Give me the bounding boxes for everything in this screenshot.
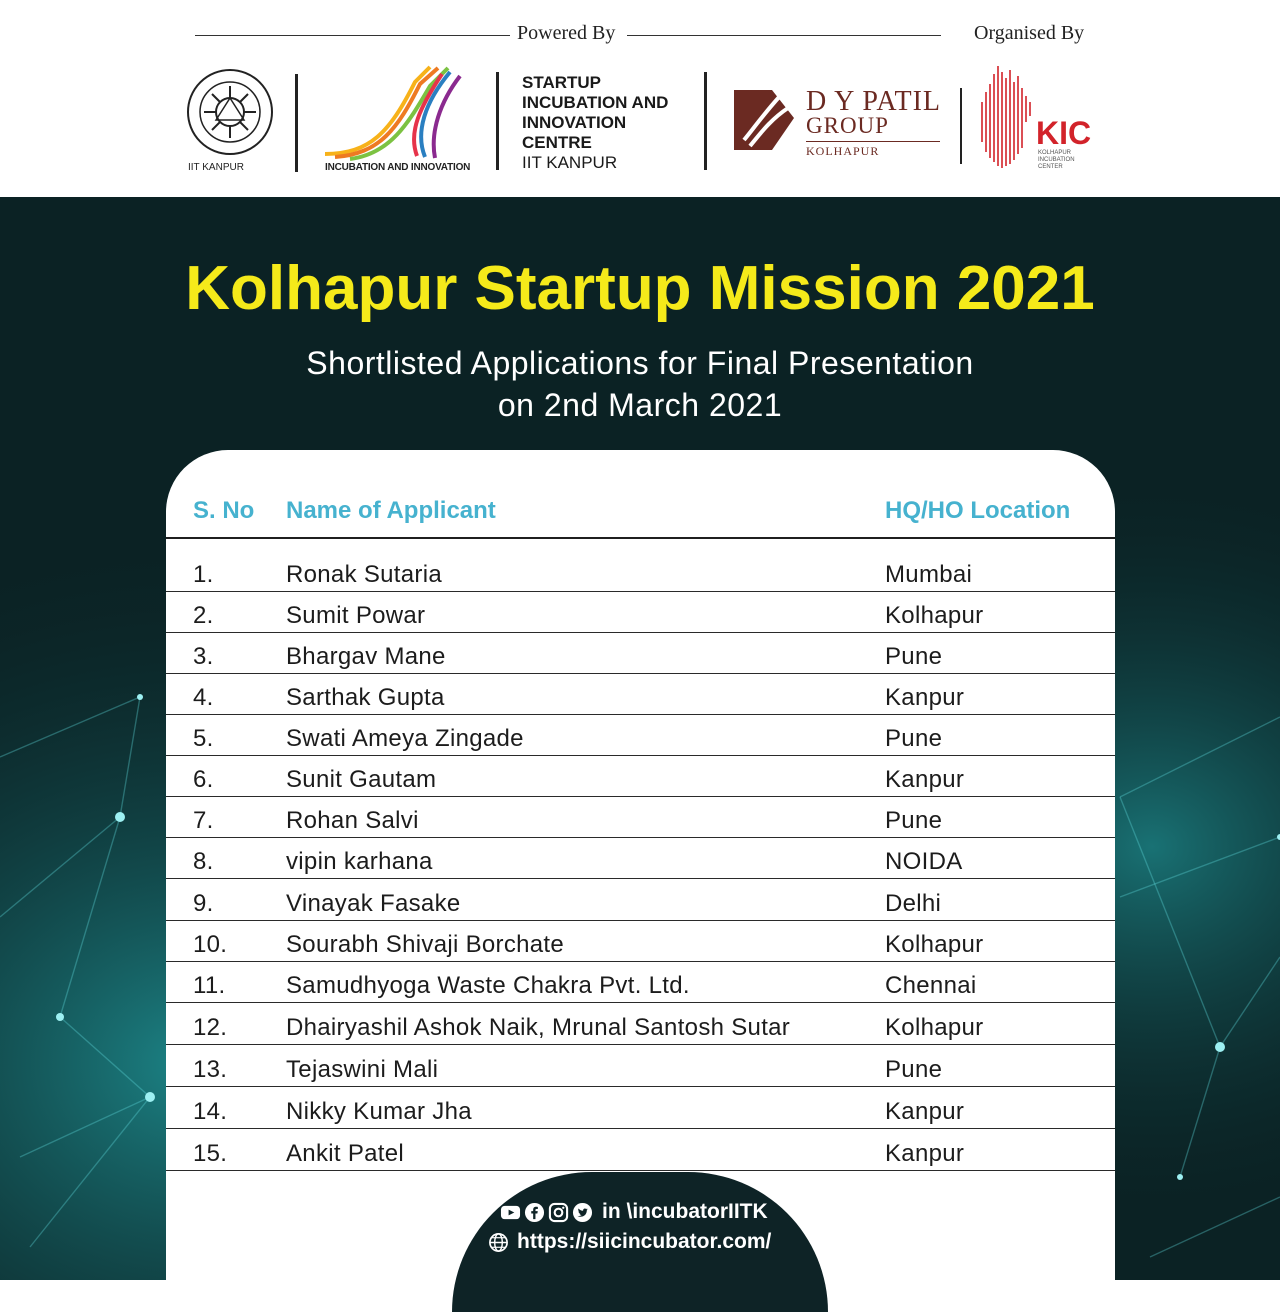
- applicant-name: Dhairyashil Ashok Naik, Mrunal Santosh Sutar: [286, 1014, 791, 1041]
- row-number: 15.: [193, 1140, 228, 1167]
- dy-patil-city: KOLHAPUR: [806, 144, 880, 158]
- row-number: 9.: [193, 890, 214, 917]
- applicant-name: Rohan Salvi: [286, 807, 419, 834]
- header-divider: [166, 537, 1115, 539]
- applicant-name: Nikky Kumar Jha: [286, 1098, 472, 1125]
- applicant-name: Swati Ameya Zingade: [286, 725, 524, 752]
- divider-line: [627, 35, 941, 36]
- applicant-location: Kolhapur: [885, 931, 984, 958]
- divider-bar: [704, 72, 707, 170]
- row-number: 1.: [193, 561, 214, 588]
- divider-bar: [960, 88, 962, 164]
- social-handle[interactable]: in \incubatorIITK: [602, 1200, 768, 1223]
- divider-bar: [295, 74, 298, 172]
- applicant-location: Pune: [885, 807, 943, 834]
- twitter-icon[interactable]: [572, 1202, 593, 1223]
- kic-label: KIC: [1036, 115, 1092, 151]
- row-number: 11.: [193, 972, 226, 999]
- dy-patil-rule: [806, 141, 940, 142]
- applicant-name: vipin karhana: [286, 848, 433, 875]
- iit-kanpur-label: IIT KANPUR: [188, 162, 244, 173]
- row-number: 7.: [193, 807, 214, 834]
- applicant-location: Pune: [885, 1056, 943, 1083]
- table-row: [166, 714, 1115, 756]
- divider-bar: [496, 72, 499, 170]
- website-link[interactable]: https://siicincubator.com/: [517, 1230, 772, 1253]
- applicant-location: Kanpur: [885, 1098, 965, 1125]
- column-header-location: HQ/HO Location: [885, 497, 1071, 524]
- table-row: [166, 920, 1115, 962]
- divider-line: [195, 35, 510, 36]
- row-number: 5.: [193, 725, 214, 752]
- powered-by-label: Powered By: [517, 22, 616, 44]
- applicant-location: Delhi: [885, 890, 942, 917]
- iit-kanpur-seal-logo: [186, 68, 274, 156]
- incubation-swoosh-logo: [320, 62, 470, 162]
- applicant-name: Sarthak Gupta: [286, 684, 445, 711]
- table-row: [166, 1003, 1115, 1045]
- instagram-icon[interactable]: [548, 1202, 569, 1223]
- row-number: 12.: [193, 1014, 228, 1041]
- applicant-name: Ankit Patel: [286, 1140, 405, 1167]
- website-row: [488, 1230, 771, 1254]
- table-row: [166, 837, 1115, 879]
- applicant-location: Chennai: [885, 972, 977, 999]
- applicant-name: Sumit Powar: [286, 602, 426, 629]
- page-title: Kolhapur Startup Mission 2021: [185, 254, 1095, 323]
- applicant-location: Kolhapur: [885, 602, 984, 629]
- table-row: [166, 1129, 1115, 1171]
- social-links-row: [500, 1200, 768, 1224]
- applicant-location: Kanpur: [885, 684, 965, 711]
- applicant-location: Kanpur: [885, 1140, 965, 1167]
- row-number: 10.: [193, 931, 228, 958]
- siic-iitk-line: IIT KANPUR: [522, 153, 618, 172]
- incubation-innovation-label: INCUBATION AND INNOVATION: [325, 162, 471, 173]
- globe-icon: [488, 1232, 509, 1253]
- siic-line: INNOVATION: [522, 113, 627, 132]
- kic-subtitle: KOLHAPUR INCUBATION CENTER: [1038, 150, 1075, 170]
- table-row: [166, 961, 1115, 1003]
- table-row: [166, 1087, 1115, 1129]
- row-number: 4.: [193, 684, 214, 711]
- siic-line: CENTRE: [522, 133, 592, 152]
- column-header-name: Name of Applicant: [286, 497, 496, 524]
- applicant-location: NOIDA: [885, 848, 963, 875]
- subtitle-line: on 2nd March 2021: [497, 387, 783, 423]
- table-row: [166, 632, 1115, 674]
- siic-line: STARTUP: [522, 73, 602, 92]
- table-row: [166, 755, 1115, 797]
- column-header-sno: S. No: [193, 497, 255, 524]
- siic-name: [522, 73, 702, 173]
- sponsor-header: [0, 0, 1280, 197]
- subtitle-line: Shortlisted Applications for Final Presentation: [306, 345, 974, 381]
- table-row: [166, 796, 1115, 838]
- row-number: 2.: [193, 602, 214, 629]
- siic-line: INCUBATION AND: [522, 93, 669, 112]
- applicant-name: Sunit Gautam: [286, 766, 437, 793]
- applicant-name: Ronak Sutaria: [286, 561, 442, 588]
- applicant-name: Sourabh Shivaji Borchate: [286, 931, 565, 958]
- row-number: 13.: [193, 1056, 228, 1083]
- table-row: [166, 879, 1115, 921]
- applicant-location: Kanpur: [885, 766, 965, 793]
- dy-patil-group: GROUP: [806, 113, 889, 138]
- page-subtitle: [0, 342, 1280, 426]
- facebook-icon[interactable]: [524, 1202, 545, 1223]
- table-row: [166, 673, 1115, 715]
- applicant-name: Samudhyoga Waste Chakra Pvt. Ltd.: [286, 972, 690, 999]
- organised-by-label: Organised By: [974, 22, 1085, 44]
- row-number: 8.: [193, 848, 214, 875]
- table-row: [166, 550, 1115, 592]
- applicant-name: Bhargav Mane: [286, 643, 446, 670]
- row-number: 3.: [193, 643, 214, 670]
- applicant-name: Vinayak Fasake: [286, 890, 461, 917]
- row-number: 14.: [193, 1098, 228, 1125]
- kic-map-logo: [976, 62, 1044, 174]
- applicant-location: Kolhapur: [885, 1014, 984, 1041]
- table-row: [166, 1045, 1115, 1087]
- applicant-name: Tejaswini Mali: [286, 1056, 439, 1083]
- row-number: 6.: [193, 766, 214, 793]
- dy-patil-shield-logo: [732, 88, 796, 152]
- table-row: [166, 591, 1115, 633]
- applicant-location: Pune: [885, 725, 943, 752]
- applicant-location: Mumbai: [885, 561, 973, 588]
- applicant-location: Pune: [885, 643, 943, 670]
- youtube-icon[interactable]: [500, 1202, 521, 1223]
- dy-patil-title: D Y PATIL: [806, 86, 942, 117]
